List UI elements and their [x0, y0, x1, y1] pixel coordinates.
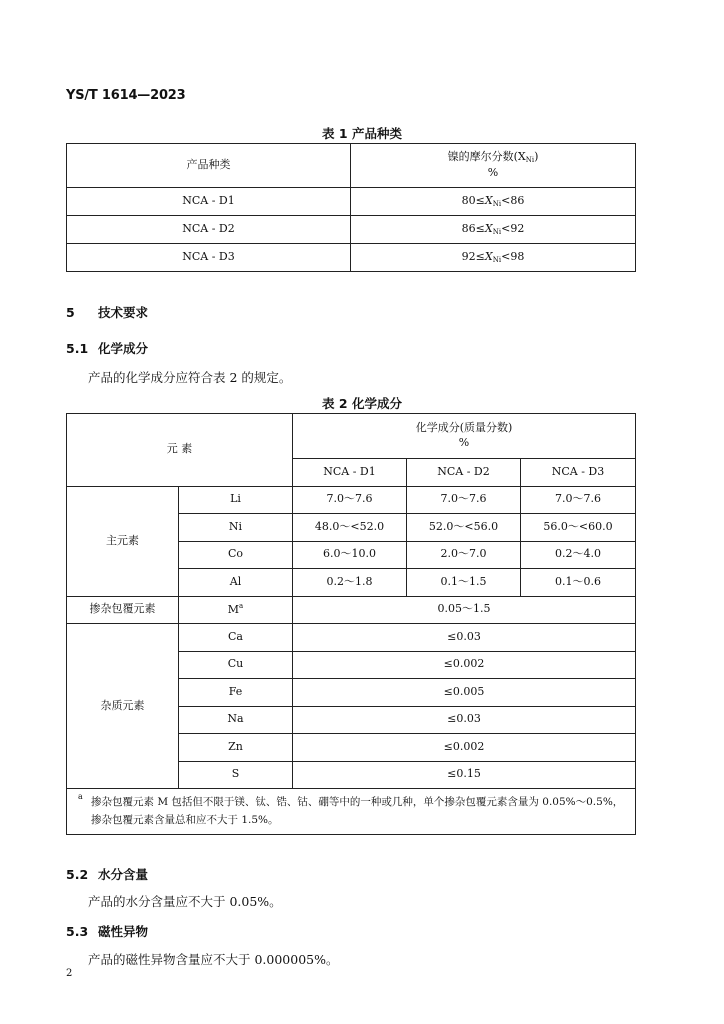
table-row: Al 0.2～1.8 0.1～1.5 0.1～0.6	[67, 569, 636, 597]
section-5-3-heading: 5.3 磁性异物	[66, 924, 149, 939]
table1-col-ni-fraction: 镍的摩尔分数$(X_{Ni})$ %	[351, 144, 636, 188]
chemical-composition-table	[66, 413, 636, 835]
grade-header: NCA - D1	[293, 459, 407, 487]
doping-element-group: 掺杂包覆元素	[67, 596, 179, 624]
table-row: NCA - D3 $92\le X_{Ni}<98$	[67, 244, 636, 272]
table2-footnote: a 掺杂包覆元素 M 包括但不限于镁、钛、锆、钴、硼等中的一种或几种，单个掺杂包覆元素含量为 0.05%～0.5%， 掺杂包覆元素含量总和应不大于 1.5%。	[67, 789, 636, 835]
page-number: 2	[66, 968, 73, 979]
grade-header: NCA - D2	[407, 459, 521, 487]
section-5-3-text: 产品的磁性异物含量应不大于 0.000005%。	[88, 952, 339, 967]
table2-composition-header: 化学成分(质量分数) %	[293, 414, 636, 459]
table-row: Zn ≤0.002	[67, 734, 636, 762]
table-row: Co 6.0～10.0 2.0～7.0 0.2～4.0	[67, 541, 636, 569]
table-row: 掺杂包覆元素 $M^a$ 0.05～1.5	[67, 596, 636, 624]
section-5-1-heading: 5.1 化学成分	[66, 341, 149, 356]
table-row: 杂质元素 Ca ≤0.03	[67, 624, 636, 652]
table-row: S ≤0.15	[67, 761, 636, 789]
section-5-heading: 5 技术要求	[66, 305, 149, 320]
table-row: NCA - D1 $80\le X_{Ni}<86$	[67, 188, 636, 216]
table-row: Ni 48.0～<52.0 52.0～<56.0 56.0～<60.0	[67, 514, 636, 542]
table-row: 主元素 Li 7.0～7.6 7.0～7.6 7.0～7.6	[67, 486, 636, 514]
table-row: NCA - D2 $86\le X_{Ni}<92$	[67, 216, 636, 244]
table1-caption: 表 1 产品种类	[322, 126, 402, 141]
section-5-2-text: 产品的水分含量应不大于 0.05%。	[88, 894, 282, 909]
section-5-2-heading: 5.2 水分含量	[66, 867, 149, 882]
grade-header: NCA - D3	[521, 459, 636, 487]
main-element-group: 主元素	[67, 486, 179, 596]
section-5-1-text: 产品的化学成分应符合表 2 的规定。	[88, 370, 292, 385]
impurity-element-group: 杂质元素	[67, 624, 179, 789]
table1-col-type: 产品种类	[67, 144, 351, 188]
standard-number: YS/T 1614—2023	[66, 88, 186, 103]
product-type-table	[66, 143, 636, 272]
table2-caption: 表 2 化学成分	[322, 396, 402, 411]
table2-element-header: 元 素	[67, 414, 293, 487]
table-row: Cu ≤0.002	[67, 651, 636, 679]
table-row: Na ≤0.03	[67, 706, 636, 734]
table-row: Fe ≤0.005	[67, 679, 636, 707]
